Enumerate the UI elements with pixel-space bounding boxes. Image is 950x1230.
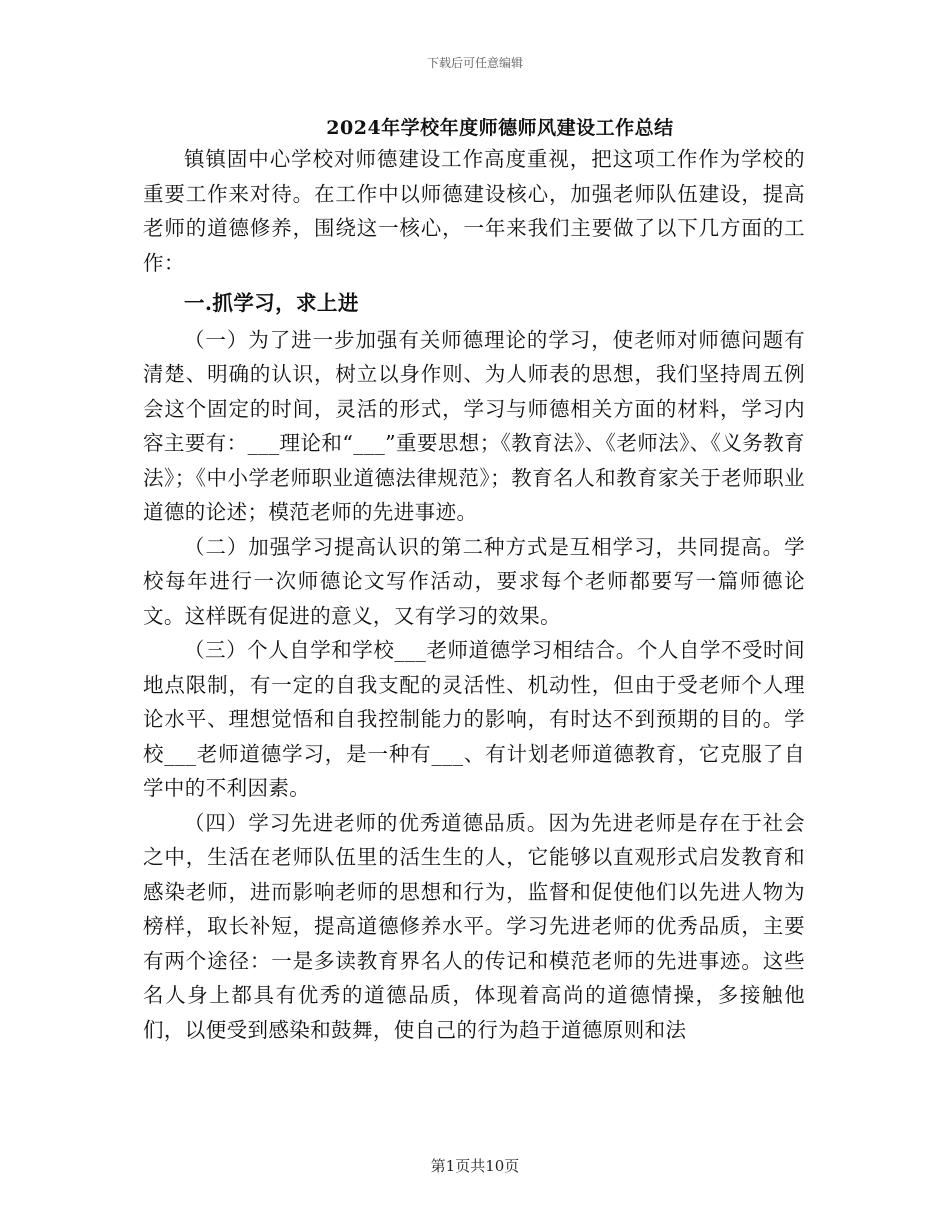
document-body [143, 142, 805, 1047]
paragraph-2: （二）加强学习提高认识的第二种方式是互相学习，共同提高。学校每年进行一次师德论文写作活动，要求每个老师都要写一篇师德论文。这样既有促进的意义，又有学习的效果。 [143, 534, 805, 628]
intro-paragraph: 镇镇固中心学校对师德建设工作高度重视，把这项工作作为学校的重要工作来对待。在工作中以师德建设核心，加强老师队伍建设，提高老师的道德修养，围绕这一核心，一年来我们主要做了以下几方面的工作： [143, 147, 805, 275]
paragraph-4: （四）学习先进老师的优秀道德品质。因为先进老师是存在于社会之中，生活在老师队伍里的活生生的人，它能够以直观形式启发教育和感染老师，进而影响老师的思想和行为，监督和促使他们以先进人物为榜样，取长补短，提高道德修养水平。学习先进老师的优秀品质，主要有两个途径：一是多读教育界名人的传记和模范老师的先进事迹。这些名人身上都具有优秀的道德品质，体现着高尚的道德情操，多接触他们，以便受到感染和鼓舞，使自己的行为趋于道德原则和法 [143, 810, 805, 1042]
paragraph-1: （一）为了进一步加强有关师德理论的学习，使老师对师德问题有清楚、明确的认识，树立以身作则、为人师表的思想，我们坚持周五例会这个固定的时间，灵活的形式，学习与师德相关方面的材料，学习内容主要有：___理论和“___”重要思想；《教育法》、《老师法》、《义务教育法》；《中小学老师职业道德法律规范》；教育名人和教育家关于老师职业道德的论述；模范老师的先进事迹。 [143, 327, 805, 524]
section-heading: 一.抓学习，求上进 [184, 291, 359, 315]
paragraph-3: （三）个人自学和学校___老师道德学习相结合。个人自学不受时间地点限制，有一定的自我支配的灵活性、机动性，但由于受老师个人理论水平、理想觉悟和自我控制能力的影响，有时达不到预期的目的。学校___老师道德学习，是一种有___、有计划老师道德教育，它克服了自学中的不利因素。 [143, 638, 805, 800]
header-note: 下载后可任意编辑 [426, 56, 523, 70]
document-title: 2024年学校年度师德师风建设工作总结 [326, 117, 674, 139]
page-number: 第1页共10页 [430, 1157, 520, 1175]
